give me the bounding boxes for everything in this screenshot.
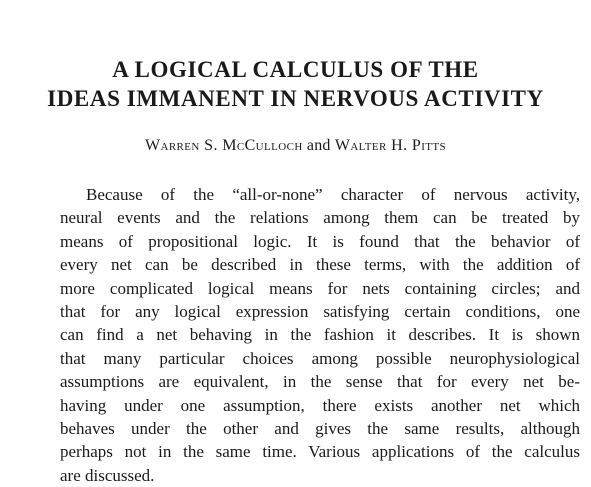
abstract-line: are discussed. [60,465,155,485]
abstract-line: means of propositional logic. It is found that the behavior of [60,231,580,251]
abstract-line: assumptions are equivalent, in the sense that for every net be- [60,372,580,392]
abstract-line: that many particular choices among possible neurophysiological [60,348,580,368]
author-line [0,137,591,155]
abstract-line: having under one assumption, there exists another net which [60,395,580,415]
abstract-line: that for any logical expression satisfying certain conditions, one [60,301,580,321]
abstract [60,183,580,487]
abstract-line: neural events and the relations among them can be treated by [60,208,580,228]
abstract-line: behaves under the other and gives the same results, although [60,418,580,438]
author-pitts: Walter H. Pitts [334,137,447,154]
author-mcculloch: Warren S. McCulloch [144,137,303,154]
abstract-line: perhaps not in the same time. Various applications of the calculus [60,442,580,462]
abstract-line: more complicated logical means for nets containing circles; and [60,278,580,298]
abstract-line: Because of the “all-or-none” character of nervous activity, [86,185,580,204]
title-line-1: A LOGICAL CALCULUS OF THE [112,57,479,82]
abstract-line: every net can be described in these terms, with the addition of [60,255,580,275]
title-line-2: IDEAS IMMANENT IN NERVOUS ACTIVITY [47,86,544,111]
author-conjunction: and [306,137,331,154]
abstract-line: can find a net behaving in the fashion it describes. It is shown [60,325,580,345]
